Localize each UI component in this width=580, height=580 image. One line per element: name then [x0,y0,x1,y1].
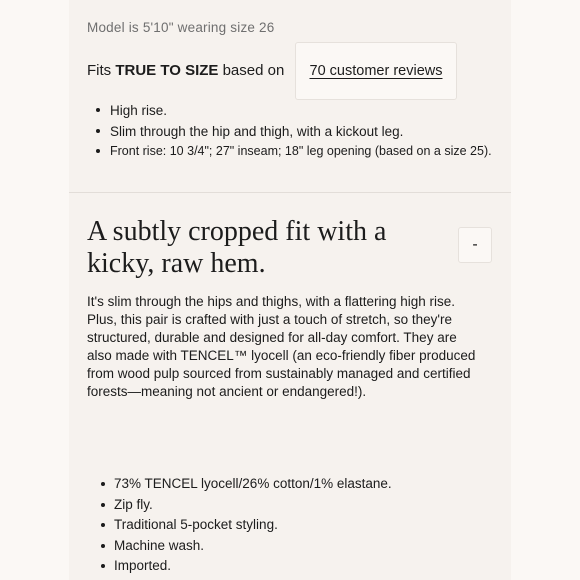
list-item: High rise. [96,102,500,119]
model-size-note: Model is 5'10" wearing size 26 [87,20,275,35]
product-details-list [101,475,392,578]
list-item: 73% TENCEL lyocell/26% cotton/1% elastane. [101,475,392,492]
list-item: Imported. [101,557,392,574]
customer-reviews-link[interactable]: 70 customer reviews [295,42,457,100]
collapse-section-button[interactable]: - [458,227,492,263]
list-item: Traditional 5-pocket styling. [101,516,392,533]
list-item: Machine wash. [101,537,392,554]
fit-suffix: based on [218,62,285,79]
fit-specs-list [96,102,500,163]
list-item: Slim through the hip and thigh, with a kickout leg. [96,123,500,140]
fit-summary [87,62,284,79]
product-description: It's slim through the hips and thighs, with a flattering high rise. Plus, this pair is crafted with just a touch of stretch, so they're structured, durable and designed for all-day comfort. They are also made with TENCEL™ lyocell (an eco-friendly fiber produced from wood pulp sourced from sustainably managed and certified forests—meaning not ancient or endangered!). [87,294,476,399]
fit-rating: TRUE TO SIZE [115,62,219,79]
list-item: Zip fly. [101,496,392,513]
fit-prefix: Fits [87,62,116,79]
section-divider [69,192,511,193]
list-item: Front rise: 10 3/4"; 27" inseam; 18" leg opening (based on a size 25). [96,144,500,159]
section-headline: A subtly cropped fit with a kicky, raw hem. [87,216,387,279]
